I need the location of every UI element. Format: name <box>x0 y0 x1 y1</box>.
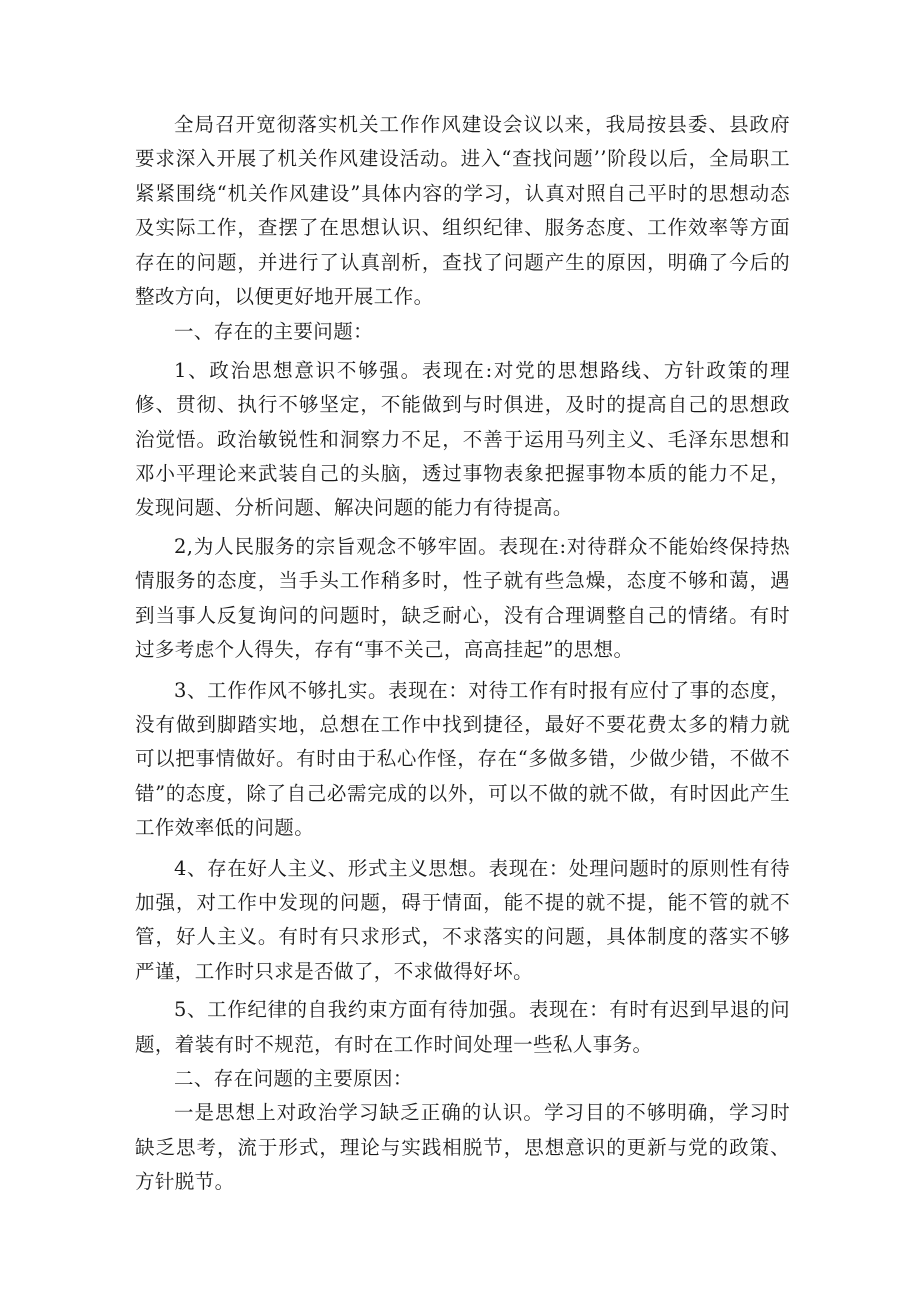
cause-item-1: 一是思想上对政治学习缺乏正确的认识。学习目的不够明确，学习时缺乏思考，流于形式，理论与实践相脱节，思想意识的更新与党的政策、方针脱节。 <box>135 1101 790 1194</box>
intro-paragraph: 全局召开宽彻落实机关工作作风建设会议以来，我局按县委、县政府要求深入开展了机关作风建设活动。进入“查找问题’’阶段以后，全局职工紧紧围绕“机关作风建设”具体内容的学习，认真对照自己平时的思想动态及实际工作，查摆了在思想认识、组织纪律、服务态度、工作效率等方面存在的问题，并进行了认真剖析，查找了问题产生的原因，明确了今后的整改方向，以便更好地开展工作。 <box>135 113 790 309</box>
problem-item-1: 1、政治思想意识不够强。表现在:对党的思想路线、方针政策的理修、贯彻、执行不够坚定，不能做到与时俱进，及时的提高自己的思想政治觉悟。政治敏锐性和洞察力不足，不善于运用马列主义、毛泽东思想和邓小平理论来武装自己的头脑，透过事物表象把握事物本质的能力不足，发现问题、分析问题、解决问题的能力有待提高。 <box>135 358 790 520</box>
problem-item-4: 4、存在好人主义、形式主义思想。表现在：处理问题时的原则性有待加强，对工作中发现的问题，碍于情面，能不提的就不提，能不管的就不管，好人主义。有时有只求形式，不求落实的问题，具体制度的落实不够严谨，工作时只求是否做了，不求做得好坏。 <box>135 856 790 983</box>
problem-item-2: 2,为人民服务的宗旨观念不够牢固。表现在:对待群众不能始终保持热情服务的态度，当手头工作稍多时，性子就有些急燥，态度不够和蔼，遇到当事人反复询问的问题时，缺乏耐心，没有合理调整自己的情绪。有时过多考虑个人得失，存有“事不关己，高高挂起”的思想。 <box>135 534 790 662</box>
section-heading-main-problems: 一、存在的主要问题： <box>174 320 374 344</box>
document-body <box>135 108 790 1200</box>
section-heading-main-causes: 二、存在问题的主要原因： <box>174 1066 413 1090</box>
problem-item-5: 5、工作纪律的自我约束方面有待加强。表现在：有时有迟到早退的问题，着装有时不规范，有时在工作时间处理一些私人事务。 <box>135 998 790 1056</box>
problem-item-3: 3、工作作风不够扎实。表现在：对待工作有时报有应付了事的态度，没有做到脚踏实地，总想在工作中找到捷径，最好不要花费太多的精力就可以把事情做好。有时由于私心作怪，存在“多做多错，少做少错，不做不错”的态度，除了自己必需完成的以外，可以不做的就不做，有时因此产生工作效率低的问题。 <box>135 678 790 840</box>
